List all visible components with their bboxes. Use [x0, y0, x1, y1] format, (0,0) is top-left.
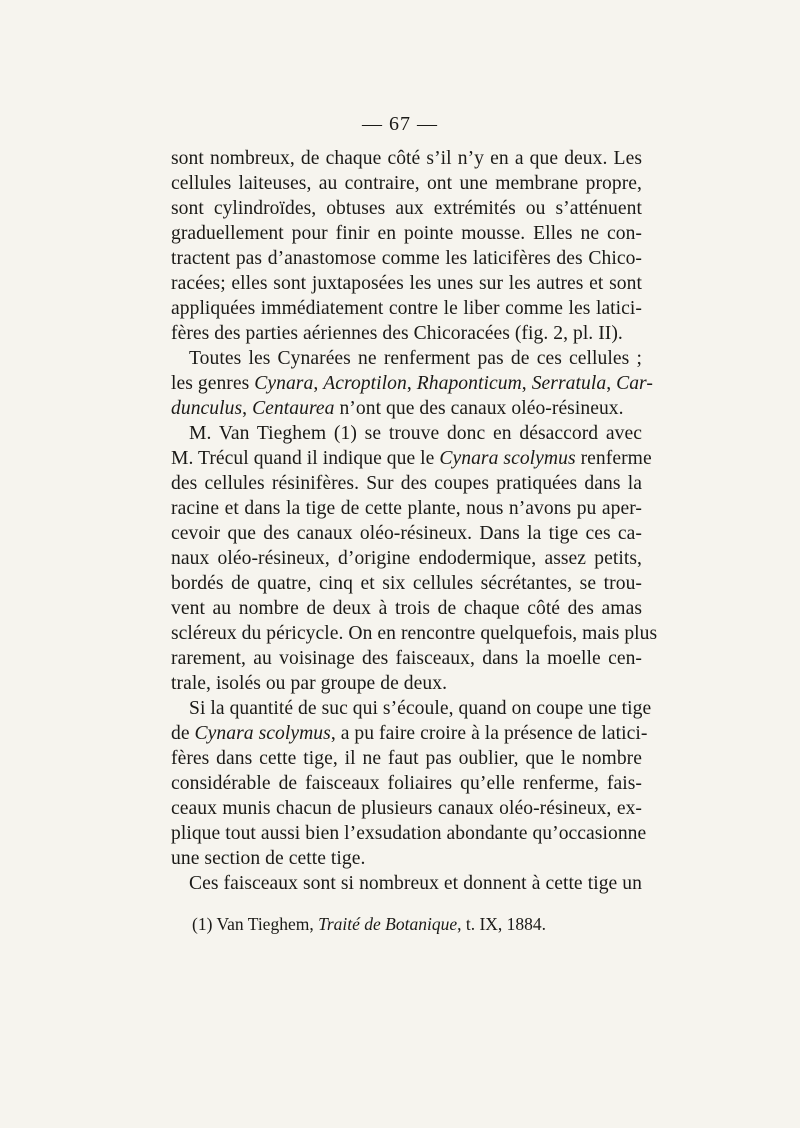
text-line: M. Van Tieghem (1) se trouve donc en désaccord avec [189, 423, 642, 444]
text-line-genera [171, 372, 653, 396]
footnote [192, 913, 546, 935]
taxon-name: Centaurea [252, 398, 335, 419]
text-line: appliquées immédiatement contre le liber comme les latici- [171, 298, 642, 319]
page-number: — 67 — [362, 113, 438, 135]
text-line: sont nombreux, de chaque côté s’il n’y en a que deux. Les [171, 148, 642, 169]
text-line: racine et dans la tige de cette plante, nous n’avons pu aper- [171, 498, 642, 519]
taxon-name: Serratula [531, 373, 607, 394]
taxon-name: Cynara scolymus [439, 448, 576, 469]
taxon-name: Cynara scolymus [194, 723, 331, 744]
text-span: , [606, 373, 617, 394]
text-span: n’ont que des canaux oléo-résineux. [334, 398, 624, 419]
text-line: trale, isolés ou par groupe de deux. [171, 673, 448, 694]
text-line: rarement, au voisinage des faisceaux, dans la moelle cen- [171, 648, 642, 669]
text-line-cynara-2 [171, 722, 648, 746]
text-line: considérable de faisceaux foliaires qu’elle renferme, fais- [171, 773, 642, 794]
text-line: ceaux munis chacun de plusieurs canaux oléo-résineux, ex- [171, 798, 642, 819]
text-line: scléreux du péricycle. On en rencontre quelquefois, mais plus [171, 623, 658, 644]
text-line: fères des parties aériennes des Chicoracées (fig. 2, pl. II). [171, 323, 623, 344]
text-line: des cellules résinifères. Sur des coupes pratiquées dans la [171, 473, 642, 494]
footnote-details: , t. IX, 1884. [457, 914, 547, 934]
taxon-name: Rhaponticum [416, 373, 522, 394]
text-line: fères dans cette tige, il ne faut pas oublier, que le nombre [171, 748, 642, 769]
text-line: Ces faisceaux sont si nombreux et donnent à cette tige un [189, 873, 642, 894]
text-span: , [313, 373, 324, 394]
text-span: , [242, 398, 253, 419]
text-span: de [171, 723, 195, 744]
text-line: tractent pas d’anastomose comme les laticifères des Chico- [171, 248, 642, 269]
footnote-author: Van Tieghem, [216, 914, 314, 934]
text-line: graduellement pour finir en pointe mousse. Elles ne con- [171, 223, 642, 244]
text-line-cynara [171, 447, 652, 471]
taxon-name: Cynara [254, 373, 314, 394]
text-line: naux oléo-résineux, d’origine endodermique, assez petits, [171, 548, 642, 569]
text-line: cellules laiteuses, au contraire, ont une membrane propre, [171, 173, 642, 194]
text-line: Si la quantité de suc qui s’écoule, quand on coupe une tige [189, 698, 652, 719]
text-line: bordés de quatre, cinq et six cellules sécrétantes, se trou- [171, 573, 642, 594]
text-line: plique tout aussi bien l’exsudation abondante qu’occasionne [171, 823, 647, 844]
text-span: , [521, 373, 532, 394]
taxon-name: Acroptilon [323, 373, 407, 394]
text-span: M. Trécul quand il indique que le [171, 448, 440, 469]
text-line: Toutes les Cynarées ne renferment pas de ces cellules ; [189, 348, 642, 369]
text-line: cevoir que des canaux oléo-résineux. Dans la tige ces ca- [171, 523, 642, 544]
text-line: vent au nombre de deux à trois de chaque côté des amas [171, 598, 642, 619]
text-line-genera-cont [171, 397, 642, 421]
footnote-title: Traité de Botanique [318, 914, 458, 934]
taxon-name: Car- [616, 373, 653, 394]
text-span: , a pu faire croire à la présence de latici- [330, 723, 648, 744]
footnote-marker: (1) [192, 914, 213, 934]
text-line: sont cylindroïdes, obtuses aux extrémités ou s’atténuent [171, 198, 642, 219]
text-span: , [406, 373, 417, 394]
text-span: les genres [171, 373, 255, 394]
text-span: renferme [575, 448, 652, 469]
taxon-name: dunculus [171, 398, 243, 419]
text-line: racées; elles sont juxtaposées les unes sur les autres et sont [171, 273, 642, 294]
text-line: une section de cette tige. [171, 848, 366, 869]
